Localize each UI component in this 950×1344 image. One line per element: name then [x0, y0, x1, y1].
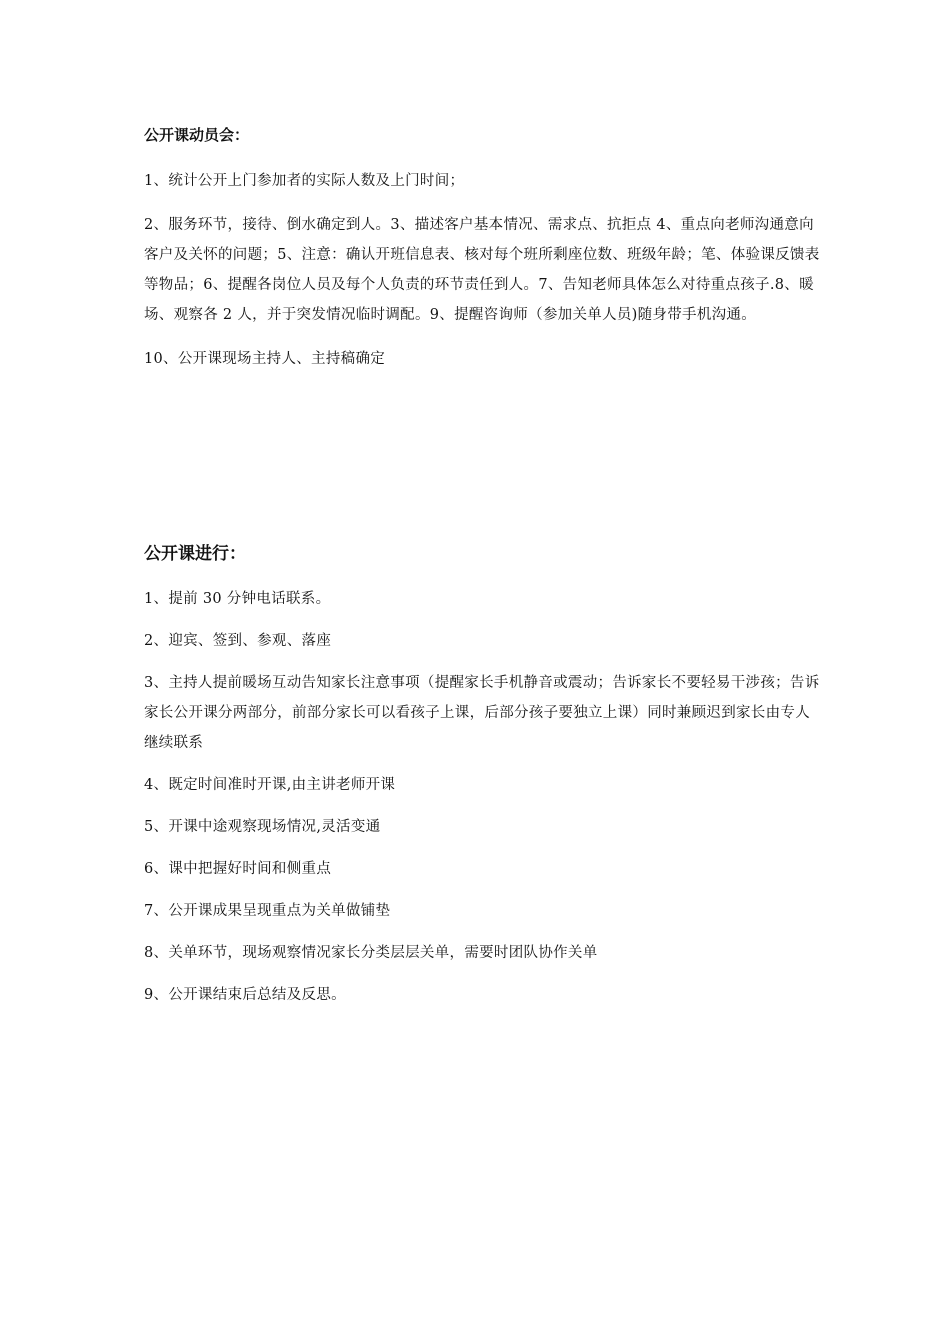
- list-item: 2、服务环节，接待、倒水确定到人。3、描述客户基本情况、需求点、抗拒点 4、重点向老师沟通意向客户及关怀的问题；5、注意：确认开班信息表、核对每个班所剩座位数、班级年龄；笔、体验课反馈表等物品；6、提醒各岗位人员及每个人负责的环节责任到人。7、告知老师具体怎么对待重点孩子.8、暖场、观察各 2 人，并于突发情况临时调配。9、提醒咨询师（参加关单人员)随身带手机沟通。: [144, 217, 820, 323]
- list-item: 9、公开课结束后总结及反思。: [144, 987, 346, 1003]
- list-item: 5、开课中途观察现场情况,灵活变通: [144, 819, 381, 835]
- list-item: 7、公开课成果呈现重点为关单做铺垫: [144, 903, 391, 919]
- list-item: 10、公开课现场主持人、主持稿确定: [144, 351, 386, 367]
- section-title: 公开课动员会：: [144, 126, 250, 144]
- list-item: 2、迎宾、签到、参观、落座: [144, 633, 332, 649]
- list-item: 1、统计公开上门参加者的实际人数及上门时间；: [144, 173, 465, 189]
- list-item: 1、提前 30 分钟电话联系。: [144, 591, 331, 607]
- list-item: 3、主持人提前暖场互动告知家长注意事项（提醒家长手机静音或震动；告诉家长不要轻易干涉孩；告诉家长公开课分两部分，前部分家长可以看孩子上课，后部分孩子要独立上课）同时兼顾迟到家长由专人继续联系: [144, 675, 820, 751]
- list-item: 6、课中把握好时间和侧重点: [144, 861, 332, 877]
- section-open-class-process: [144, 542, 824, 1022]
- section-title: 公开课进行：: [144, 544, 246, 564]
- list-item: 4、既定时间准时开课,由主讲老师开课: [144, 777, 396, 793]
- list-item: 8、关单环节，现场观察情况家长分类层层关单，需要时团队协作关单: [144, 945, 598, 961]
- section-mobilization-meeting: [144, 124, 824, 388]
